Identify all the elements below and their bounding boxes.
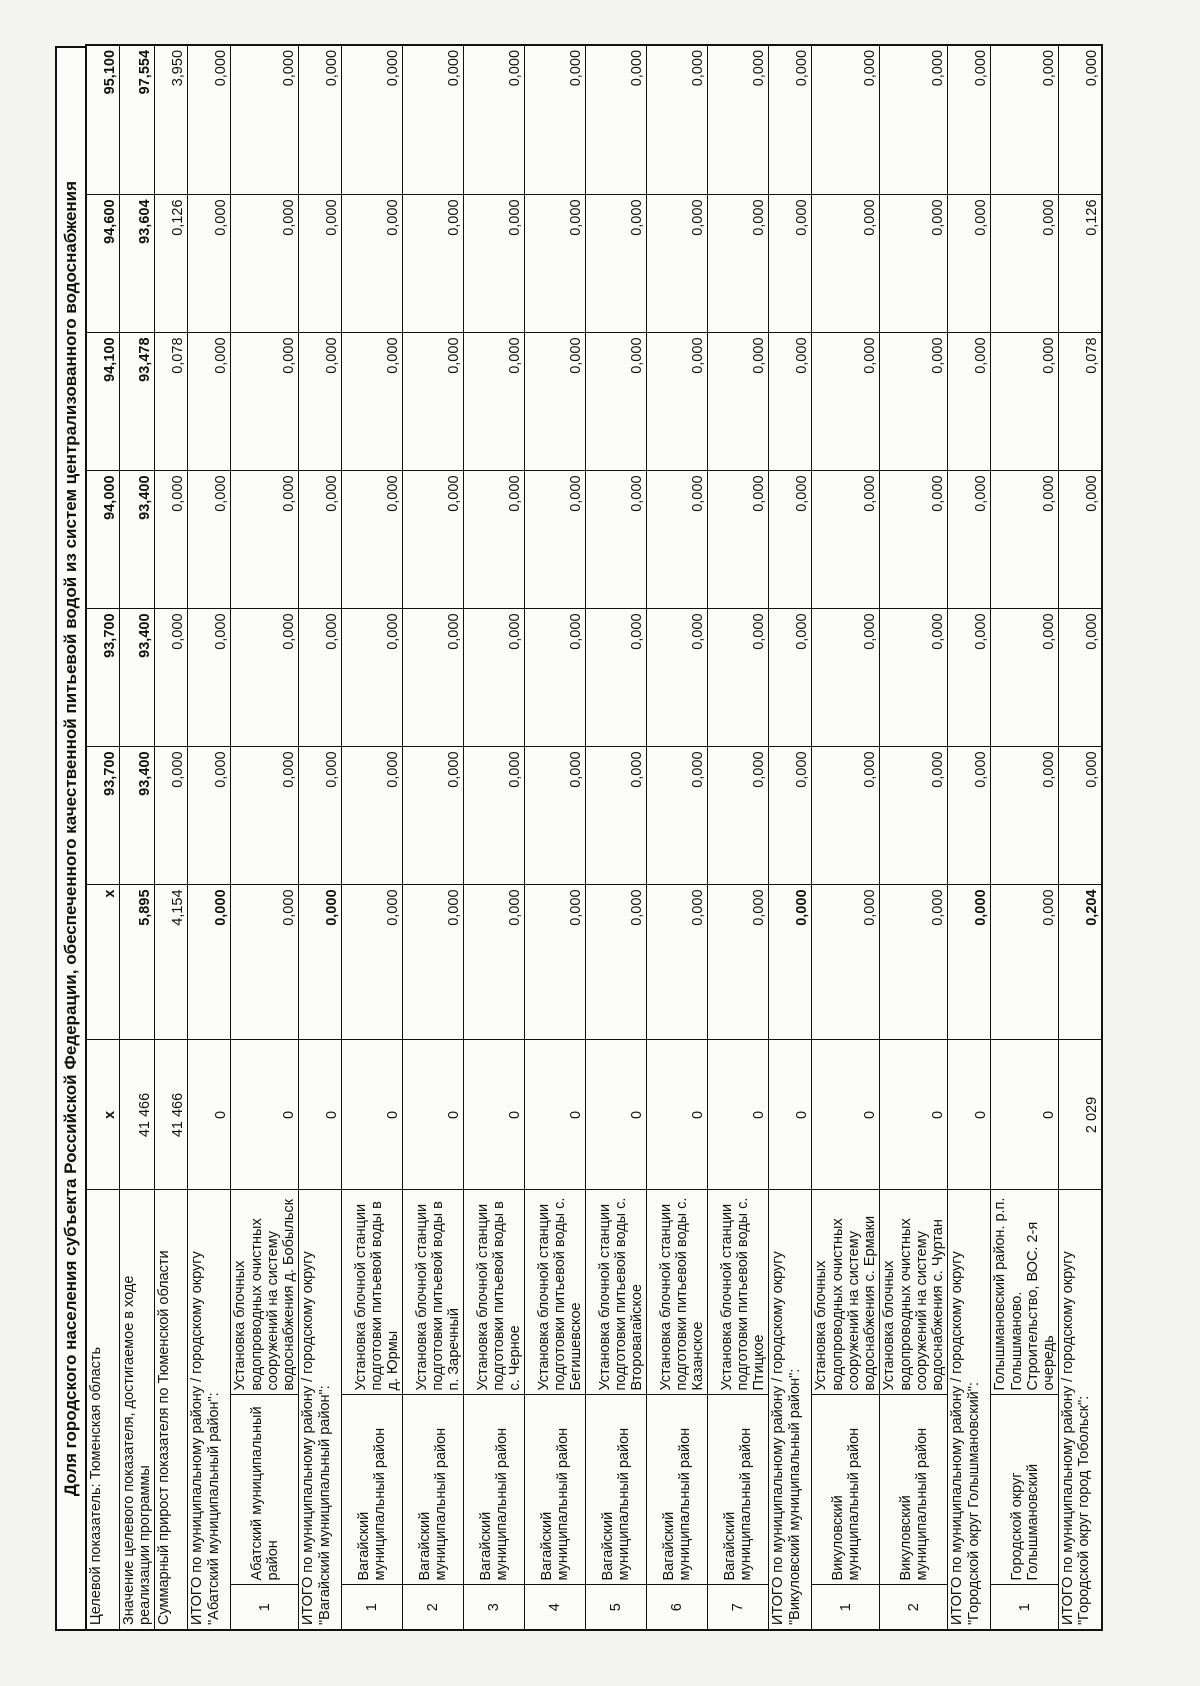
row-number: 3 (464, 1585, 525, 1630)
header-value: x (86, 1040, 120, 1190)
row-value: 0,000 (231, 195, 299, 333)
row-value: 0 (586, 1040, 647, 1190)
row-value: 0,000 (231, 609, 299, 747)
group-total-value: 0,078 (1059, 333, 1103, 471)
header-value: 41 466 (120, 1040, 155, 1190)
row-value: 0,000 (991, 471, 1059, 609)
group-total-value: 0,126 (1059, 195, 1103, 333)
row-value: 0,000 (342, 747, 403, 885)
row-action: Установка блочных водопроводных очистных сооружений на систему водоснабжения с. Ермаки (812, 1190, 880, 1395)
group-total-value: 0,000 (769, 195, 812, 333)
header-value: 95,100 (86, 45, 120, 195)
row-value: 0,000 (231, 471, 299, 609)
row-value: 0,000 (647, 885, 708, 1040)
row-value: 0,000 (991, 609, 1059, 747)
table-row (586, 45, 647, 1630)
row-region: Абатский муниципальный район (231, 1395, 299, 1585)
group-total-value: 0,000 (188, 609, 231, 747)
row-region: Викуловский муниципальный район (812, 1395, 880, 1585)
row-value: 0,000 (812, 45, 880, 195)
row-value: 0,000 (991, 747, 1059, 885)
row-value: 0 (647, 1040, 708, 1190)
group-total-value: 0,000 (188, 333, 231, 471)
group-total-row (299, 45, 342, 1630)
row-value: 0,000 (525, 471, 586, 609)
row-value: 0 (403, 1040, 464, 1190)
header-value: 93,478 (120, 333, 155, 471)
header-value: 97,554 (120, 45, 155, 195)
table-row (880, 45, 948, 1630)
row-value: 0,000 (880, 471, 948, 609)
group-total-value: 0,000 (948, 609, 991, 747)
group-total-value: 0,000 (948, 195, 991, 333)
row-value: 0,000 (342, 609, 403, 747)
header-value: 93,604 (120, 195, 155, 333)
row-value: 0,000 (586, 45, 647, 195)
group-total-value: 0,000 (769, 471, 812, 609)
row-value: 0,000 (991, 333, 1059, 471)
row-value: 0,000 (342, 195, 403, 333)
header-row (155, 45, 188, 1630)
group-total-value: 0,000 (1059, 471, 1103, 609)
table-body (86, 45, 1102, 1630)
group-total-value: 0,000 (948, 45, 991, 195)
row-value: 0,000 (464, 333, 525, 471)
group-total-value: 0,000 (1059, 609, 1103, 747)
row-value: 0,000 (231, 333, 299, 471)
row-value: 0,000 (812, 195, 880, 333)
group-total-label: ИТОГО по муниципальному району / городскому округу "Абатский муниципальный район": (188, 1190, 231, 1630)
group-total-value: 2 029 (1059, 1040, 1103, 1190)
row-value: 0 (880, 1040, 948, 1190)
header-value: 0,078 (155, 333, 188, 471)
row-value: 0,000 (880, 45, 948, 195)
group-total-value: 0,000 (948, 333, 991, 471)
row-value: 0,000 (403, 609, 464, 747)
row-region: Вагайский муниципальный район (647, 1395, 708, 1585)
table-row (403, 45, 464, 1630)
row-number: 1 (342, 1585, 403, 1630)
document-table-block (55, 46, 1103, 1631)
row-value: 0,000 (403, 195, 464, 333)
row-number: 1 (231, 1585, 299, 1630)
row-value: 0,000 (403, 747, 464, 885)
group-total-value: 0,000 (188, 471, 231, 609)
row-region: Вагайский муниципальный район (586, 1395, 647, 1585)
group-total-value: 0,000 (188, 885, 231, 1040)
row-value: 0,000 (464, 609, 525, 747)
row-value: 0,000 (647, 195, 708, 333)
table-row (708, 45, 769, 1630)
row-value: 0,000 (525, 609, 586, 747)
table-row (231, 45, 299, 1630)
header-value: 0,000 (155, 471, 188, 609)
header-value: 94,600 (86, 195, 120, 333)
header-value: 93,400 (120, 609, 155, 747)
header-value: 5,895 (120, 885, 155, 1040)
group-total-value: 0,000 (769, 45, 812, 195)
table-title: Доля городского населения субъекта Российской Федерации, обеспеченного качественной питьевой водой из систем централизованного водоснабжения (55, 46, 85, 1631)
row-value: 0,000 (880, 609, 948, 747)
row-value: 0,000 (812, 609, 880, 747)
group-total-row (1059, 45, 1103, 1630)
row-action: Установка блочной станции подготовки питьевой воды с. Птицкое (708, 1190, 769, 1395)
header-value: 93,700 (86, 609, 120, 747)
table-row (525, 45, 586, 1630)
row-value: 0,000 (708, 609, 769, 747)
table-row (342, 45, 403, 1630)
row-value: 0,000 (586, 609, 647, 747)
group-total-value: 0,000 (769, 747, 812, 885)
row-value: 0,000 (647, 609, 708, 747)
row-region: Викуловский муниципальный район (880, 1395, 948, 1585)
row-value: 0,000 (342, 45, 403, 195)
row-value: 0,000 (525, 747, 586, 885)
indicator-table (85, 44, 1103, 1631)
group-total-value: 0,000 (299, 195, 342, 333)
header-value: 41 466 (155, 1040, 188, 1190)
row-value: 0,000 (880, 747, 948, 885)
group-total-label: ИТОГО по муниципальному району / городскому округу "Вагайский муниципальный район": (299, 1190, 342, 1630)
group-total-value: 0,000 (299, 885, 342, 1040)
header-label: Целевой показатель: Тюменская область (86, 1190, 120, 1630)
row-value: 0,000 (880, 333, 948, 471)
header-value: 0,126 (155, 195, 188, 333)
row-action: Голышмановский район. р.п. Голышманово. Строительство, ВОС. 2-я очередь (991, 1190, 1059, 1395)
row-value: 0,000 (464, 45, 525, 195)
row-value: 0,000 (342, 885, 403, 1040)
row-value: 0,000 (231, 747, 299, 885)
group-total-row (769, 45, 812, 1630)
row-value: 0,000 (525, 195, 586, 333)
row-value: 0,000 (586, 195, 647, 333)
row-value: 0 (708, 1040, 769, 1190)
group-total-value: 0,000 (948, 471, 991, 609)
group-total-value: 0,000 (948, 747, 991, 885)
group-total-value: 0,000 (188, 195, 231, 333)
row-value: 0,000 (647, 45, 708, 195)
row-number: 4 (525, 1585, 586, 1630)
group-total-value: 0,000 (299, 45, 342, 195)
row-value: 0,000 (708, 333, 769, 471)
header-value: 3,950 (155, 45, 188, 195)
row-value: 0,000 (586, 747, 647, 885)
row-action: Установка блочной станции подготовки питьевой воды с. Казанское (647, 1190, 708, 1395)
group-total-row (948, 45, 991, 1630)
row-value: 0,000 (464, 747, 525, 885)
table-row (464, 45, 525, 1630)
row-action: Установка блочной станции подготовки питьевой воды в п. Заречный (403, 1190, 464, 1395)
group-total-value: 0,000 (299, 747, 342, 885)
group-total-value: 0,000 (769, 333, 812, 471)
row-value: 0,000 (231, 885, 299, 1040)
group-total-value: 0,000 (948, 885, 991, 1040)
table-row (647, 45, 708, 1630)
row-action: Установка блочной станции подготовки питьевой воды в д. Юрмы (342, 1190, 403, 1395)
row-value: 0 (464, 1040, 525, 1190)
row-value: 0,000 (647, 471, 708, 609)
row-number: 1 (812, 1585, 880, 1630)
group-total-label: ИТОГО по муниципальному району / городскому округу "Городской округ город Тобольск": (1059, 1190, 1103, 1630)
row-number: 2 (403, 1585, 464, 1630)
group-total-value: 0 (299, 1040, 342, 1190)
group-total-value: 0,000 (1059, 45, 1103, 195)
row-number: 1 (991, 1585, 1059, 1630)
table-row (812, 45, 880, 1630)
row-number: 7 (708, 1585, 769, 1630)
row-value: 0,000 (812, 885, 880, 1040)
header-label: Суммарный прирост показателя по Тюменской области (155, 1190, 188, 1630)
header-row (120, 45, 155, 1630)
group-total-value: 0,000 (769, 609, 812, 747)
group-total-value: 0 (188, 1040, 231, 1190)
row-value: 0 (231, 1040, 299, 1190)
row-action: Установка блочных водопроводных очистных сооружений на систему водоснабжения д. Бобыльск (231, 1190, 299, 1395)
group-total-value: 0 (769, 1040, 812, 1190)
row-value: 0,000 (342, 471, 403, 609)
row-region: Городской округ Голышмановский (991, 1395, 1059, 1585)
group-total-value: 0 (948, 1040, 991, 1190)
row-value: 0,000 (991, 885, 1059, 1040)
row-value: 0,000 (464, 885, 525, 1040)
row-value: 0 (991, 1040, 1059, 1190)
row-value: 0,000 (403, 45, 464, 195)
row-value: 0,000 (708, 747, 769, 885)
group-total-value: 0,000 (299, 609, 342, 747)
row-action: Установка блочной станции подготовки питьевой воды с. Второвагайское (586, 1190, 647, 1395)
row-region: Вагайский муниципальный район (403, 1395, 464, 1585)
row-value: 0,000 (464, 471, 525, 609)
group-total-value: 0,000 (769, 885, 812, 1040)
row-value: 0,000 (342, 333, 403, 471)
header-value: 4,154 (155, 885, 188, 1040)
header-label: Значение целевого показателя, достигаемое в ходе реализации программы (120, 1190, 155, 1630)
row-value: 0,000 (403, 471, 464, 609)
row-value: 0,000 (880, 195, 948, 333)
row-value: 0,000 (708, 471, 769, 609)
row-action: Установка блочных водопроводных очистных сооружений на систему водоснабжения с. Чуртан (880, 1190, 948, 1395)
row-value: 0,000 (647, 747, 708, 885)
row-value: 0,000 (880, 885, 948, 1040)
row-value: 0,000 (525, 885, 586, 1040)
row-value: 0,000 (586, 885, 647, 1040)
row-value: 0,000 (991, 195, 1059, 333)
header-value: 94,000 (86, 471, 120, 609)
row-value: 0,000 (708, 195, 769, 333)
header-value: 0,000 (155, 747, 188, 885)
group-total-value: 0,000 (188, 747, 231, 885)
row-value: 0 (812, 1040, 880, 1190)
group-total-value: 0,000 (188, 45, 231, 195)
row-value: 0,000 (991, 45, 1059, 195)
row-value: 0,000 (586, 471, 647, 609)
row-value: 0,000 (708, 885, 769, 1040)
row-value: 0,000 (464, 195, 525, 333)
row-value: 0,000 (647, 333, 708, 471)
group-total-row (188, 45, 231, 1630)
row-value: 0,000 (708, 45, 769, 195)
row-value: 0,000 (403, 885, 464, 1040)
row-number: 6 (647, 1585, 708, 1630)
row-region: Вагайский муниципальный район (525, 1395, 586, 1585)
header-value: x (86, 885, 120, 1040)
group-total-label: ИТОГО по муниципальному району / городскому округу "Городской округ Голышмановский": (948, 1190, 991, 1630)
row-value: 0,000 (586, 333, 647, 471)
group-total-value: 0,000 (299, 471, 342, 609)
row-value: 0,000 (812, 747, 880, 885)
row-value: 0,000 (812, 333, 880, 471)
table-row (991, 45, 1059, 1630)
row-region: Вагайский муниципальный район (708, 1395, 769, 1585)
header-value: 93,700 (86, 747, 120, 885)
row-value: 0,000 (231, 45, 299, 195)
row-value: 0 (525, 1040, 586, 1190)
group-total-label: ИТОГО по муниципальному району / городскому округу "Викуловский муниципальный район": (769, 1190, 812, 1630)
row-value: 0 (342, 1040, 403, 1190)
header-value: 0,000 (155, 609, 188, 747)
header-value: 93,400 (120, 471, 155, 609)
row-action: Установка блочной станции подготовки питьевой воды с. Бегишевское (525, 1190, 586, 1395)
row-action: Установка блочной станции подготовки питьевой воды в с. Черное (464, 1190, 525, 1395)
row-value: 0,000 (525, 45, 586, 195)
row-value: 0,000 (403, 333, 464, 471)
header-value: 94,100 (86, 333, 120, 471)
row-region: Вагайский муниципальный район (342, 1395, 403, 1585)
row-number: 2 (880, 1585, 948, 1630)
group-total-value: 0,000 (299, 333, 342, 471)
group-total-value: 0,000 (1059, 747, 1103, 885)
group-total-value: 0,204 (1059, 885, 1103, 1040)
row-region: Вагайский муниципальный район (464, 1395, 525, 1585)
header-row (86, 45, 120, 1630)
row-number: 5 (586, 1585, 647, 1630)
row-value: 0,000 (812, 471, 880, 609)
row-value: 0,000 (525, 333, 586, 471)
header-value: 93,400 (120, 747, 155, 885)
